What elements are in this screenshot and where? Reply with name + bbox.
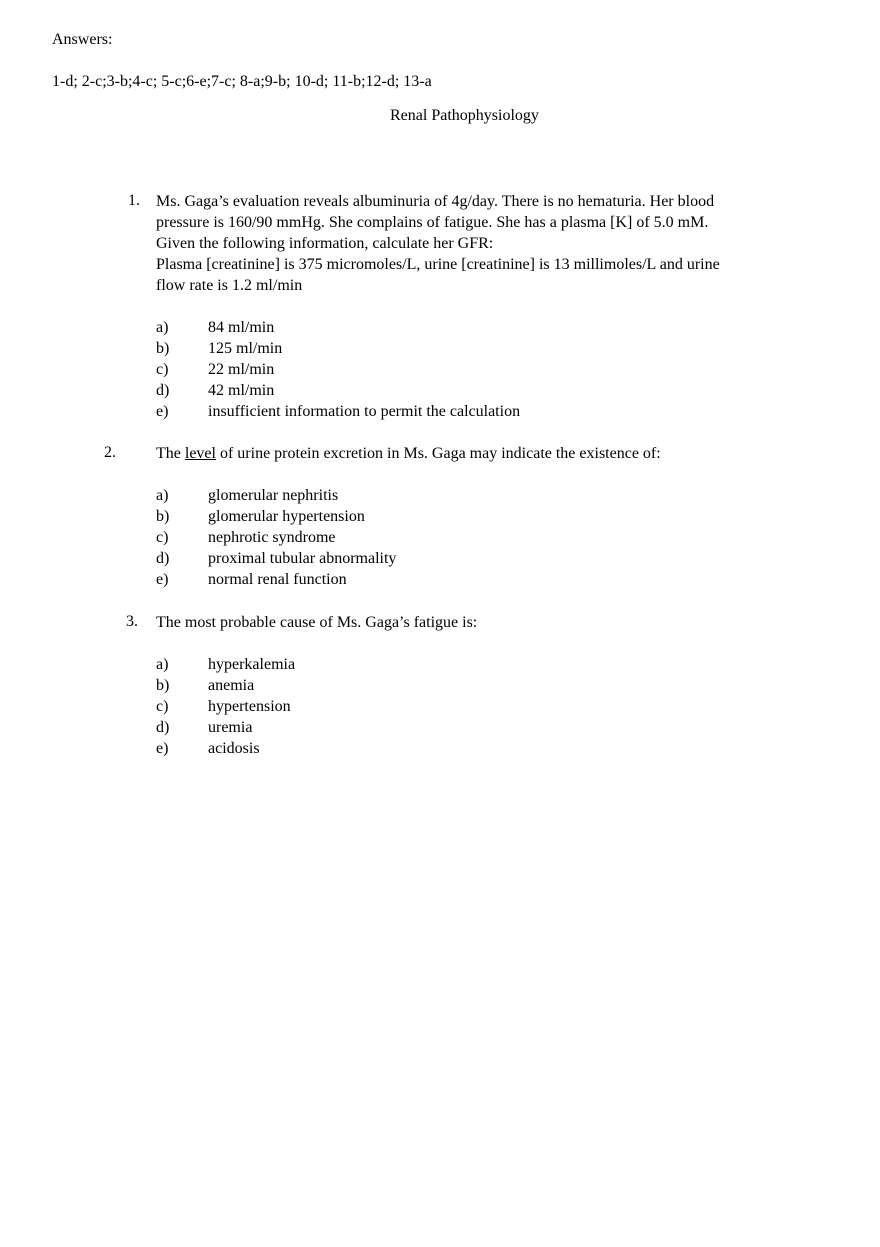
question-line: Ms. Gaga’s evaluation reveals albuminuria of 4g/day. There is no hematuria. Her blood (156, 193, 715, 210)
question-text-before: The (156, 445, 185, 462)
option-text: glomerular hypertension (208, 508, 365, 525)
answer-key: 1-d; 2-c;3-b;4-c; 5-c;6-e;7-c; 8-a;9-b; 10-d; 11-b;12-d; 13-a (52, 73, 432, 90)
option-letter: e) (156, 740, 169, 757)
option-text: 42 ml/min (208, 382, 275, 399)
option-letter: b) (156, 508, 170, 525)
question-line: Plasma [creatinine] is 375 micromoles/L, urine [creatinine] is 13 millimoles/L and urine (156, 256, 720, 273)
option-letter: a) (156, 487, 169, 504)
option-letter: c) (156, 698, 169, 715)
option-text: glomerular nephritis (208, 487, 339, 504)
option-text: insufficient information to permit the calculation (208, 403, 521, 420)
option-letter: d) (156, 550, 170, 567)
option-letter: a) (156, 656, 169, 673)
option-text: hypertension (208, 698, 291, 715)
question-text-after: of urine protein excretion in Ms. Gaga may indicate the existence of: (215, 445, 661, 462)
question-line: pressure is 160/90 mmHg. She complains of fatigue. She has a plasma [K] of 5.0 mM. (156, 214, 709, 231)
question-line: flow rate is 1.2 ml/min (156, 277, 303, 294)
option-letter: d) (156, 382, 170, 399)
question-text (156, 191, 720, 296)
option-text: hyperkalemia (208, 656, 296, 673)
option-text: 22 ml/min (208, 361, 275, 378)
option-text: acidosis (208, 740, 260, 757)
option-letter: a) (156, 319, 169, 336)
option-text: 84 ml/min (208, 319, 275, 336)
option-letter: e) (156, 403, 169, 420)
option-text: uremia (208, 719, 253, 736)
option-text: normal renal function (208, 571, 347, 588)
option-text: anemia (208, 677, 255, 694)
option-text: proximal tubular abnormality (208, 550, 397, 567)
option-letter: c) (156, 361, 169, 378)
question-line: The most probable cause of Ms. Gaga’s fatigue is: (156, 614, 478, 631)
question-number: 1. (128, 192, 140, 209)
option-letter: b) (156, 677, 170, 694)
page-title: Renal Pathophysiology (390, 107, 539, 124)
question-text (156, 443, 661, 464)
option-text: 125 ml/min (208, 340, 283, 357)
option-letter: e) (156, 571, 169, 588)
option-letter: c) (156, 529, 169, 546)
option-text: nephrotic syndrome (208, 529, 336, 546)
question-text (156, 612, 477, 633)
question-number: 3. (126, 613, 138, 630)
question-number: 2. (104, 444, 116, 461)
underlined-word: level (184, 445, 216, 462)
question-line: Given the following information, calculate her GFR: (156, 235, 494, 252)
answers-label: Answers: (52, 31, 113, 48)
option-letter: d) (156, 719, 170, 736)
option-letter: b) (156, 340, 170, 357)
